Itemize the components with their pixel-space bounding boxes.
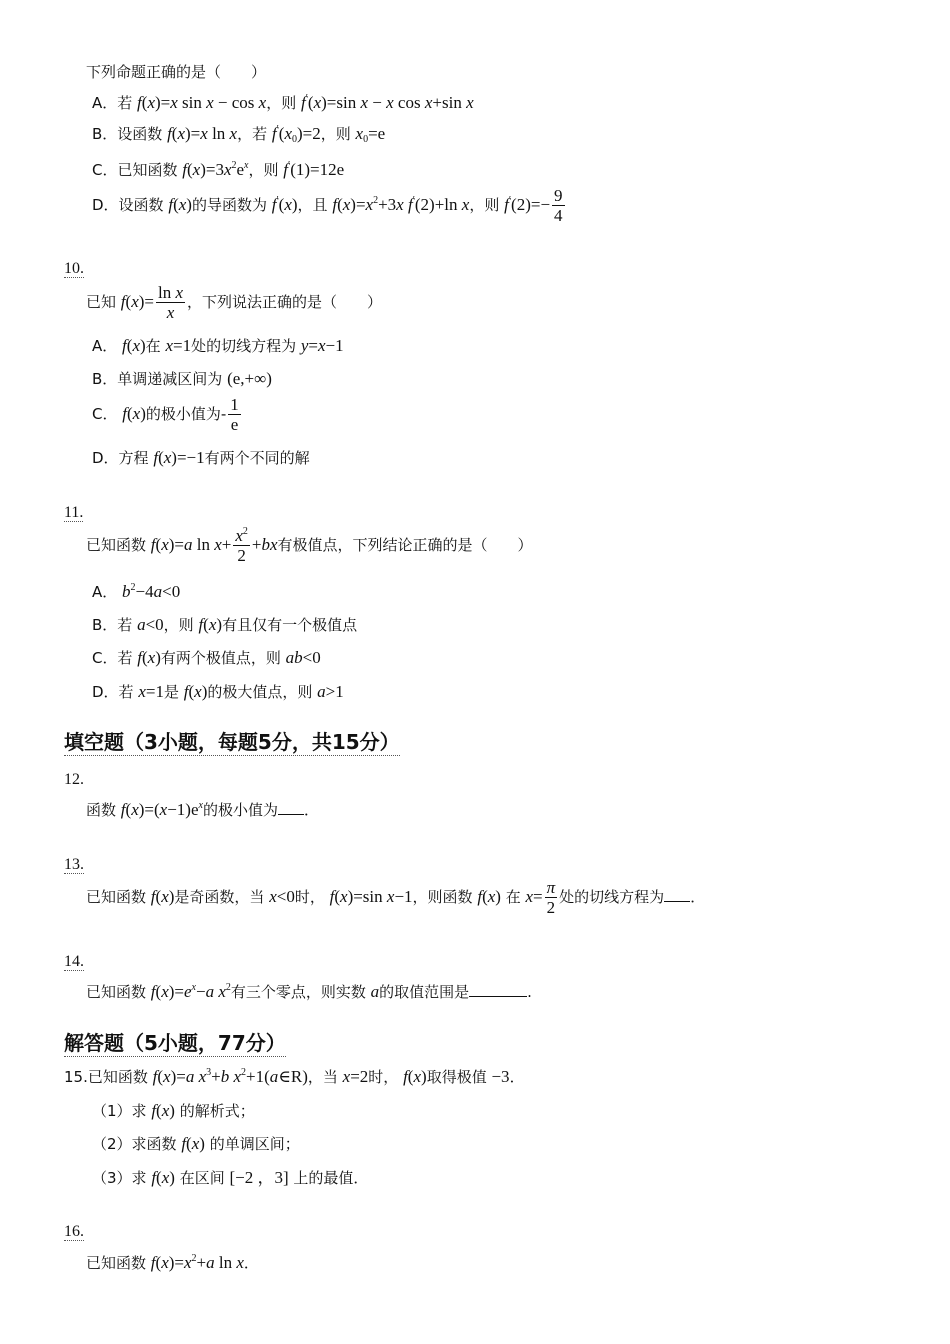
- q11-option-a: A． $b^2-4a<0$: [92, 582, 181, 601]
- q10-stem: 已知 f(x)= $\frac{\text{ln x}}{x}$ ，下列说法正确的是（ ）: [86, 282, 383, 322]
- q11-number: 11.: [64, 504, 84, 521]
- q16-stem: 已知函数 $f(x)=x^2+a$ ln x．: [86, 1253, 259, 1272]
- q15-part-2: （2）求函数 f(x) 的单调区间；: [92, 1134, 300, 1153]
- q13-number: 13.: [64, 856, 84, 873]
- q14-number: 14.: [64, 953, 84, 970]
- q13-stem: 已知函数 f(x)是奇函数，当 x<0时， f(x)=sin x−1，则函数 f(x) 在 x= $\frac{\pi}{2}$ 处的切线方程为 ．: [86, 877, 706, 917]
- q10-option-d: D．方程 f(x)=−1有两个不同的解: [92, 448, 310, 467]
- q14-stem: 已知函数 $f(x)=e^x-a$ $x^2$有三个零点，则实数 a的取值范围是 .: [86, 982, 532, 1001]
- q12-number: 12.: [64, 771, 84, 788]
- q16-number: 16.: [64, 1223, 84, 1240]
- q9-option-b: B．设函数 f(x)=x ln x，若 $f'(x_0)=2$，则 $x_0=e$: [92, 124, 386, 145]
- q11-option-d: D．若 x=1是 f(x)的极大值点，则 a>1: [92, 682, 344, 701]
- q10-option-a: A． f(x)在 x=1处的切线方程为 y=x−1: [92, 336, 344, 355]
- q15-part-1: （1）求 f(x) 的解析式；: [92, 1101, 255, 1120]
- q15-part-3: （3）求 f(x) 在区间 [−2 ，3] 上的最值．: [92, 1168, 369, 1187]
- q9-option-c: C．已知函数 $f(x)=3x^2e^x$，则 f′(1)=12e: [92, 160, 345, 179]
- q11-option-b: B．若 a<0，则 f(x)有且仅有一个极值点: [92, 615, 358, 634]
- q11-stem: 已知函数 f(x)=a ln x+ $\frac{x^2}{2}$ +bx有极值点，下列结论正确的是（ ）: [86, 525, 533, 565]
- q10-option-c: C． f(x)的极小值为- $\frac{1}{e}$: [92, 394, 239, 434]
- q10-number: 10.: [64, 260, 84, 277]
- section-title-fill-in: 填空题（3小题，每题5分，共15分）: [64, 730, 400, 754]
- q9-stem: 下列命题正确的是（ ）: [86, 63, 267, 81]
- q9-option-d: D．设函数 f(x)的导函数为 f′(x)，且 $f(x)=x^2+3x$ f′(2)+ln x，则 f′(2)=− $\frac{9}{4}$: [92, 185, 563, 225]
- section-title-answer: 解答题（5小题，77分）: [64, 1031, 286, 1055]
- q10-option-b: B．单调递减区间为 (e,+∞): [92, 369, 272, 388]
- q12-stem: 函数 $f(x)=(x-1)e^x$的极小值为 ．: [86, 800, 319, 819]
- q9-option-a: A．若 f(x)=x sin x − cos x，则 f′(x)=sin x − x cos x+sin x: [92, 93, 474, 112]
- q11-option-c: C．若 f(x)有两个极值点，则 ab<0: [92, 648, 321, 667]
- q15-stem: 15.已知函数 f(x)=a $x^3+b$ $x^2+1(a\in R)$，当 x=2时， f(x)取得极值 −3．: [64, 1067, 525, 1086]
